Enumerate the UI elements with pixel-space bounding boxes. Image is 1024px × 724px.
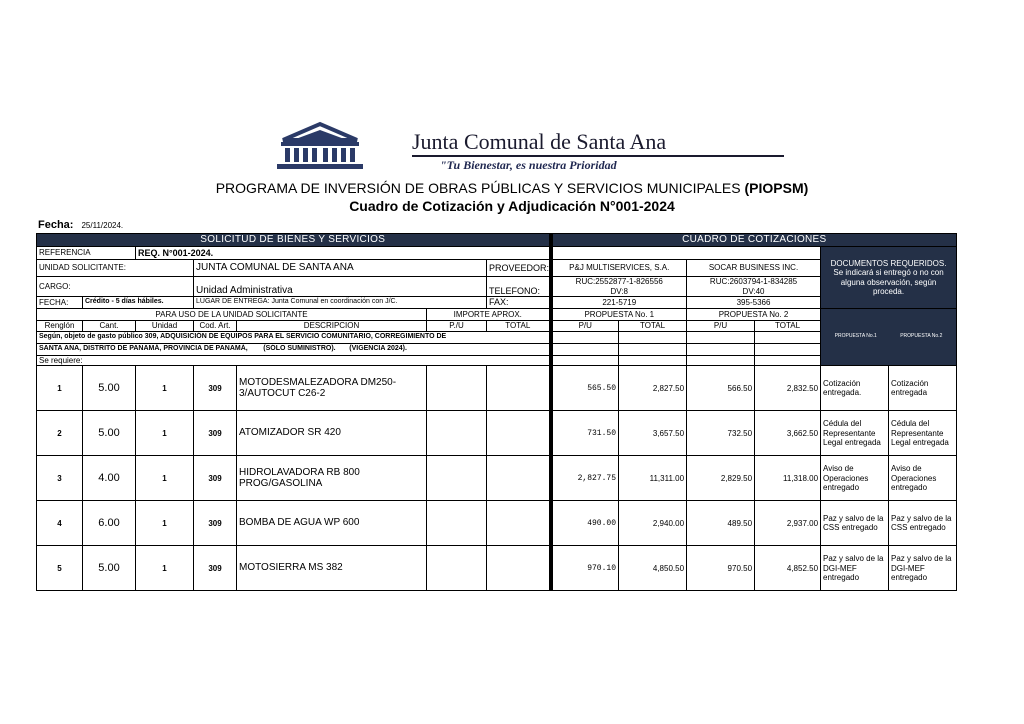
documents-required-header: DOCUMENTOS REQUERIDOS. Se indicará si entregó o no con alguna observación, según proceda.	[821, 247, 957, 309]
cell-unidad: 1	[136, 501, 194, 546]
cell-renglon: 2	[37, 411, 83, 456]
cell-renglon: 1	[37, 366, 83, 411]
cell-cod: 309	[194, 501, 237, 546]
col-p2-pu: P/U	[687, 321, 755, 332]
section-cotizaciones: CUADRO DE COTIZACIONES	[551, 234, 957, 247]
cell-cant: 5.00	[83, 546, 136, 591]
cargo-label: CARGO:	[37, 277, 194, 297]
cell-cod: 309	[194, 411, 237, 456]
program-title: PROGRAMA DE INVERSIÓN DE OBRAS PÚBLICAS Y SERVICIOS MUNICIPALES (PIOPSM)	[215, 180, 809, 196]
cell-p2-pu: 970.50	[687, 546, 755, 591]
cell-doc-1: Cédula del Representante Legal entregada	[821, 411, 889, 456]
document-subtitle: Cuadro de Cotización y Adjudicación N°001-2024	[349, 198, 675, 214]
cell-p2-pu: 489.50	[687, 501, 755, 546]
cell-cod: 309	[194, 366, 237, 411]
table-row	[37, 411, 957, 456]
documents-proposals-header	[821, 309, 957, 366]
cell-unidad: 1	[136, 456, 194, 501]
provider-1-ruc: RUC:2552877-1-826556 DV:8	[551, 277, 687, 297]
org-name: Junta Comunal de Santa Ana	[412, 129, 667, 154]
cell-renglon: 3	[37, 456, 83, 501]
unidad-solicitante-value: JUNTA COMUNAL DE SANTA ANA	[194, 260, 487, 277]
cell-cod: 309	[194, 456, 237, 501]
doc-propuesta-1-label: PROPUESTA No.1	[834, 333, 877, 340]
lugar-entrega: LUGAR DE ENTREGA: Junta Comunal en coordinación con J/C.	[194, 297, 487, 309]
col-cod-art: Cod. Art.	[194, 321, 237, 332]
cell-doc-2: Paz y salvo de la CSS entregado	[889, 501, 957, 546]
quotation-table	[36, 233, 957, 591]
telefono-label: TELEFONO:	[487, 277, 551, 297]
provider-1-name: P&J MULTISERVICES, S.A.	[551, 260, 687, 277]
cell-unidad: 1	[136, 366, 194, 411]
document-date: Fecha: 25/11/2024.	[38, 219, 124, 231]
cell-p1-total: 11,311.00	[619, 456, 687, 501]
cell-descripcion: HIDROLAVADORA RB 800 PROG/GASOLINA	[237, 456, 427, 501]
col-pu: P./U	[427, 321, 487, 332]
objeto-gasto-line2: SANTA ANA, DISTRITO DE PANAMÁ, PROVINCIA DE PANAMÁ, (SÓLO SUMINISTRO). (VIGENCIA 2024).	[37, 344, 551, 356]
cell-p1-pu: 490.00	[551, 501, 619, 546]
cell-p2-pu: 2,829.50	[687, 456, 755, 501]
table-row	[37, 546, 957, 591]
cell-cant: 4.00	[83, 456, 136, 501]
fecha-label: FECHA:	[37, 297, 83, 309]
referencia-value: REQ. N°001-2024.	[136, 247, 551, 260]
cell-p1-total: 3,657.50	[619, 411, 687, 456]
provider-2-name: SOCAR BUSINESS INC.	[687, 260, 821, 277]
cell-descripcion: MOTODESMALEZADORA DM250-3/AUTOCUT C26-2	[237, 366, 427, 411]
header-divider	[412, 155, 784, 157]
cell-unidad: 1	[136, 411, 194, 456]
table-row	[37, 501, 957, 546]
cell-p2-total: 11,318.00	[755, 456, 821, 501]
unidad-solicitante-label: UNIDAD SOLICITANTE:	[37, 260, 194, 277]
cell-unidad: 1	[136, 546, 194, 591]
col-descripcion: DESCRIPCION	[237, 321, 427, 332]
cell-p1-pu: 731.50	[551, 411, 619, 456]
cell-doc-1: Aviso de Operaciones entregado	[821, 456, 889, 501]
cell-renglon: 5	[37, 546, 83, 591]
proveedor-label: PROVEEDOR:	[487, 260, 551, 277]
table-row	[37, 366, 957, 411]
fax-label: FAX:	[487, 297, 551, 309]
table-row	[37, 456, 957, 501]
cell-doc-1: Paz y salvo de la DGI-MEF entregado	[821, 546, 889, 591]
referencia-label: REFERENCIA	[37, 247, 136, 260]
cell-p1-total: 2,827.50	[619, 366, 687, 411]
cell-p2-total: 2,937.00	[755, 501, 821, 546]
cell-doc-2: Paz y salvo de la DGI-MEF entregado	[889, 546, 957, 591]
importe-aprox-label: IMPORTE APROX.	[427, 309, 551, 321]
cell-descripcion: MOTOSIERRA MS 382	[237, 546, 427, 591]
cell-cant: 6.00	[83, 501, 136, 546]
cell-p1-pu: 970.10	[551, 546, 619, 591]
cell-doc-2: Cédula del Representante Legal entregada	[889, 411, 957, 456]
propuesta-1-header: PROPUESTA No. 1	[551, 309, 687, 321]
junta-comunal-logo	[275, 118, 365, 170]
propuesta-2-header: PROPUESTA No. 2	[687, 309, 821, 321]
cell-p2-total: 2,832.50	[755, 366, 821, 411]
section-solicitud: SOLICITUD DE BIENES Y SERVICIOS	[37, 234, 551, 247]
cell-doc-1: Paz y salvo de la CSS entregado	[821, 501, 889, 546]
program-acronym: (PIOPSM)	[744, 180, 809, 196]
objeto-gasto-line1: Según, objeto de gasto público 309, ADQUISICIÓN DE EQUIPOS PARA EL SERVICIO COMUNITARIO, CORREGIMIENTO DE	[37, 332, 551, 344]
cell-p2-total: 4,852.50	[755, 546, 821, 591]
cell-p1-total: 2,940.00	[619, 501, 687, 546]
provider-1-phone: 221-5719	[551, 297, 687, 309]
cell-descripcion: BOMBA DE AGUA WP 600	[237, 501, 427, 546]
cargo-value: Unidad Administrativa	[194, 277, 487, 297]
cell-descripcion: ATOMIZADOR SR 420	[237, 411, 427, 456]
cell-p2-pu: 566.50	[687, 366, 755, 411]
col-unidad: Unidad	[136, 321, 194, 332]
cell-p1-pu: 2,827.75	[551, 456, 619, 501]
cell-cant: 5.00	[83, 366, 136, 411]
doc-propuesta-2-label: PROPUESTA No.2	[900, 333, 943, 340]
cell-p2-total: 3,662.50	[755, 411, 821, 456]
col-cant: Cant.	[83, 321, 136, 332]
col-p2-total: TOTAL	[755, 321, 821, 332]
col-p1-total: TOTAL	[619, 321, 687, 332]
se-requiere-label: Se requiere:	[37, 356, 551, 366]
uso-unidad-label: PARA USO DE LA UNIDAD SOLICITANTE	[37, 309, 427, 321]
col-renglon: Renglón	[37, 321, 83, 332]
cell-doc-1: Cotización entregada.	[821, 366, 889, 411]
credito-terms: Crédito - 5 días hábiles.	[83, 297, 194, 309]
cell-doc-2: Aviso de Operaciones entregado	[889, 456, 957, 501]
cell-p2-pu: 732.50	[687, 411, 755, 456]
cell-cod: 309	[194, 546, 237, 591]
col-total: TOTAL	[487, 321, 551, 332]
cell-cant: 5.00	[83, 411, 136, 456]
provider-2-ruc: RUC:2603794-1-834285 DV:40	[687, 277, 821, 297]
cell-p1-pu: 565.50	[551, 366, 619, 411]
cell-renglon: 4	[37, 501, 83, 546]
col-p1-pu: P/U	[551, 321, 619, 332]
cell-p1-total: 4,850.50	[619, 546, 687, 591]
provider-2-phone: 395-5366	[687, 297, 821, 309]
slogan: "Tu Bienestar, es nuestra Prioridad	[440, 158, 617, 172]
cell-doc-2: Cotización entregada	[889, 366, 957, 411]
